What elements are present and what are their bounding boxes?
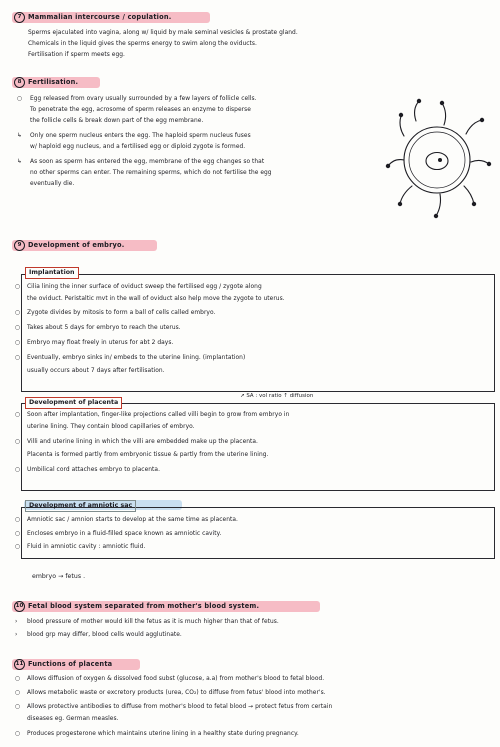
section-number: 7 <box>14 12 25 23</box>
bullet-marker: ○ <box>15 704 21 710</box>
note-line: Embryo may float freely in uterus for abt 2 days. <box>27 340 174 346</box>
note-line: eventually die. <box>30 181 75 187</box>
section-number: 9 <box>14 240 25 251</box>
section-title: Mammalian intercourse / copulation. <box>28 13 172 21</box>
bullet-marker: ○ <box>15 690 21 696</box>
note-line: the oviduct. Peristaltic mvt in the wall of oviduct also help move the zygote to uterus. <box>27 296 285 302</box>
note-line: usually occurs about 7 days after fertilisation. <box>27 368 165 374</box>
note-line: Chemicals in the liquid gives the sperms energy to swim along the oviducts. <box>28 41 257 47</box>
bullet-marker: ↳ <box>17 159 22 165</box>
section-title: Development of embryo. <box>28 241 125 249</box>
bullet-marker: ○ <box>15 340 21 346</box>
note-line: Eventually, embryo sinks in/ embeds to the uterine lining. (implantation) <box>27 355 246 361</box>
note-line: Allows metabolic waste or excretory products (urea, CO₂) to diffuse from fetus' blood into mother's. <box>27 690 326 696</box>
note-line: Allows diffusion of oxygen & dissolved food subst (glucose, a.a) from mother's blood to fetal blood. <box>27 676 325 682</box>
section-title: Functions of placenta <box>28 660 113 668</box>
bullet-marker: ○ <box>15 731 21 737</box>
bullet-marker: ○ <box>15 676 21 682</box>
bullet-marker: › <box>15 619 18 625</box>
bullet-marker: ○ <box>15 544 21 550</box>
note-line: Placenta is formed partly from embryonic tissue & partly from the uterine lining. <box>27 452 269 458</box>
placenta-label: Development of placenta <box>25 397 122 409</box>
implantation-label: Implantation <box>25 267 79 279</box>
note-line: w/ haploid egg nucleus, and a fertilised egg or diploid zygote is formed. <box>30 144 246 150</box>
note-line: Soon after implantation, finger-like projections called villi begin to grow from embryo in <box>27 412 290 418</box>
note-line: blood grp may differ, blood cells would agglutinate. <box>27 632 182 638</box>
note-line: Only one sperm nucleus enters the egg. The haploid sperm nucleus fuses <box>30 133 251 139</box>
note-line: As soon as sperm has entered the egg, membrane of the egg changes so that <box>30 159 265 165</box>
note-line: Produces progesterone which maintains uterine lining in a healthy state during pregnancy. <box>27 731 299 737</box>
bullet-marker: ○ <box>15 412 21 418</box>
note-line: blood pressure of mother would kill the fetus as it is much higher than that of fetus. <box>27 619 279 625</box>
note-line: no other sperms can enter. The remaining sperms, which do not fertilise the egg <box>30 170 272 176</box>
egg-fertilisation-drawing <box>382 96 492 226</box>
bullet-marker: ○ <box>15 517 21 523</box>
bullet-marker: ○ <box>15 467 21 473</box>
bullet-marker: ○ <box>15 310 21 316</box>
bullet-marker: ○ <box>15 284 21 290</box>
bullet-marker: ○ <box>15 355 21 361</box>
section-number: 11 <box>14 659 25 670</box>
bullet-marker: › <box>15 632 18 638</box>
note-line: the follicle cells & break down part of the egg membrane. <box>30 118 204 124</box>
section-title: Fetal blood system separated from mother's blood system. <box>28 602 260 610</box>
note-line: uterine lining. They contain blood capillaries of embryo. <box>27 424 195 430</box>
note-line: Umbilical cord attaches embryo to placenta. <box>27 467 161 473</box>
note-line: Cilia lining the inner surface of oviduct sweep the fertilised egg / zygote along <box>27 284 262 290</box>
bullet-marker: ○ <box>17 96 23 102</box>
note-line: Fluid in amniotic cavity : amniotic fluid. <box>27 544 146 550</box>
bullet-marker: ○ <box>15 531 21 537</box>
amniotic-sac-label: Development of amniotic sac <box>25 500 136 512</box>
note-line: Fertilisation if sperm meets egg. <box>28 52 125 58</box>
bullet-marker: ↳ <box>17 133 22 139</box>
note-line: diseases eg. German measles. <box>27 716 119 722</box>
annotation-note: ↗ SA : vol ratio ↑ diffusion <box>240 393 314 399</box>
note-line: Takes about 5 days for embryo to reach the uterus. <box>27 325 181 331</box>
note-line: Egg released from ovary usually surrounded by a few layers of follicle cells. <box>30 96 257 102</box>
section-number: 10 <box>14 601 25 612</box>
bullet-marker: ○ <box>15 325 21 331</box>
note-line: Encloses embryo in a fluid-filled space known as amniotic cavity. <box>27 531 222 537</box>
note-line: Allows protective antibodies to diffuse from mother's blood to fetal blood → protect fetus from certain <box>27 704 333 710</box>
note-line: Zygote divides by mitosis to form a ball of cells called embryo. <box>27 310 216 316</box>
note-line: Villi and uterine lining in which the villi are embedded make up the placenta. <box>27 439 258 445</box>
section-title: Fertilisation. <box>28 78 79 86</box>
note-line: Amniotic sac / amnion starts to develop at the same time as placenta. <box>27 517 238 523</box>
note-line: Sperms ejaculated into vagina, along w/ liquid by male seminal vesicles & prostate gland. <box>28 30 298 36</box>
section-number: 8 <box>14 77 25 88</box>
embryo-to-fetus-note: embryo → fetus . <box>32 573 86 580</box>
bullet-marker: ○ <box>15 439 21 445</box>
note-line: To penetrate the egg, acrosome of sperm releases an enzyme to disperse <box>30 107 251 113</box>
